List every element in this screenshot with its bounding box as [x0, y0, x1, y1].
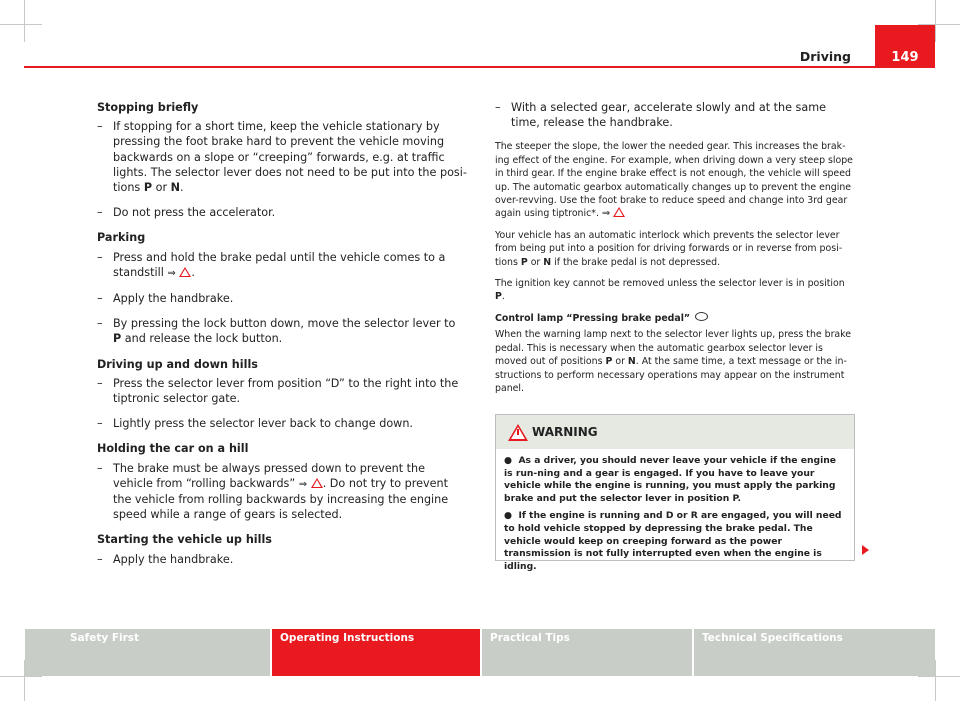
warning-body: [496, 449, 854, 573]
section-heading: Starting the vehicle up hills: [97, 533, 272, 547]
header-rule: [24, 66, 935, 68]
footer-tab-technical-specifications[interactable]: Technical Specifications: [694, 629, 935, 676]
list-item: – If stopping for a short time, keep the vehicle stationary by pressing the foot brake hard to prevent the vehicle moving backwards on a slope or “creeping” forwards, e.g. at traffic lights. The selector lever does not need to be put into the posi-tions P or N.: [97, 119, 467, 195]
warning-item: ● As a driver, you should never leave your vehicle if the engine is run-ning and a gear is engaged. If you have to leave your vehicle while the engine is running, you must apply the parking brake and put the selector lever in position P.: [504, 455, 836, 504]
warning-ref-icon[interactable]: [179, 267, 191, 277]
page-title: Driving: [799, 49, 851, 64]
paragraph: When the warning lamp next to the selector lever lights up, press the brake pedal. This is necessary when the automatic gearbox selector lever is moved out of positions P or N. At the same time, a text message or the in-structions to perform necessary operations may appear on the instrument panel.: [495, 329, 852, 394]
list-item: – Press and hold the brake pedal until the vehicle comes to a standstill ⇒ .: [97, 250, 467, 281]
list-item: – Do not press the accelerator.: [97, 205, 467, 220]
section-heading: Stopping briefly: [97, 101, 199, 114]
paragraph: The steeper the slope, the lower the needed gear. This increases the brak-ing effect of the engine. For example, when driving down a very steep slope in third gear. If the engine brake effect is not enough, the vehicle will speed up. The automatic gearbox automatically changes up to prevent the engine over-revving. Use the foot brake to reduce speed and change into 3rd gear again using tiptronic*. ⇒: [495, 141, 853, 220]
brake-lamp-icon: [695, 312, 708, 321]
crop-mark: [0, 24, 42, 25]
page-number: 149: [891, 50, 919, 65]
section-heading: Holding the car on a hill: [97, 442, 249, 456]
footer-tab-practical-tips[interactable]: Practical Tips: [482, 629, 692, 676]
crop-mark: [918, 676, 960, 677]
continue-arrow-icon: [862, 545, 869, 555]
warning-item: ● If the engine is running and D or R are engaged, you will need to hold vehicle stopped by depressing the brake pedal. The vehicle would keep on creeping forward as the power transmission is not fully interrupted even when the engine is idling.: [504, 510, 842, 572]
section-heading: Parking: [97, 231, 146, 245]
warning-header: [496, 415, 854, 449]
warning-icon: [508, 424, 528, 445]
warning-ref-icon[interactable]: [311, 478, 323, 488]
warning-box: [495, 414, 855, 572]
paragraph: Your vehicle has an automatic interlock which prevents the selector lever from being put into a position for driving forwards or in reverse from posi-tions P or N if the brake pedal is not depressed.: [495, 229, 843, 268]
crop-mark: [0, 676, 42, 677]
left-column: [97, 100, 467, 577]
list-item: – Lightly press the selector lever back to change down.: [97, 416, 467, 431]
footer-tab-safety-first[interactable]: Safety First: [25, 629, 270, 676]
list-item: – Press the selector lever from position “D” to the right into the tiptronic selector gate.: [97, 376, 467, 406]
footer-tab-operating-instructions[interactable]: Operating Instructions: [272, 629, 480, 676]
crop-mark: [935, 660, 936, 701]
list-item: – By pressing the lock button down, move the selector lever to P and release the lock button.: [97, 316, 467, 346]
list-item: – With a selected gear, accelerate slowly and at the same time, release the handbrake.: [495, 100, 855, 130]
crop-mark: [935, 0, 936, 42]
warning-title: WARNING: [532, 425, 598, 439]
warning-ref-icon[interactable]: [613, 207, 625, 217]
section-heading: Driving up and down hills: [97, 357, 258, 371]
list-item: – The brake must be always pressed down to prevent the vehicle from “rolling backwards” ⇒ . Do not try to prevent the vehicle from rolling backwards by increasing the engine speed while a range of gears is selected.: [97, 461, 467, 523]
section-heading: Control lamp “Pressing brake pedal”: [495, 312, 855, 325]
right-column: [495, 100, 855, 403]
paragraph: The ignition key cannot be removed unless the selector lever is in position P.: [495, 278, 845, 303]
page-number-tab: [875, 25, 935, 68]
footer-nav: [25, 629, 935, 676]
list-item: – Apply the handbrake.: [97, 291, 467, 306]
list-item: – Apply the handbrake.: [97, 552, 467, 567]
crop-mark: [24, 0, 25, 42]
